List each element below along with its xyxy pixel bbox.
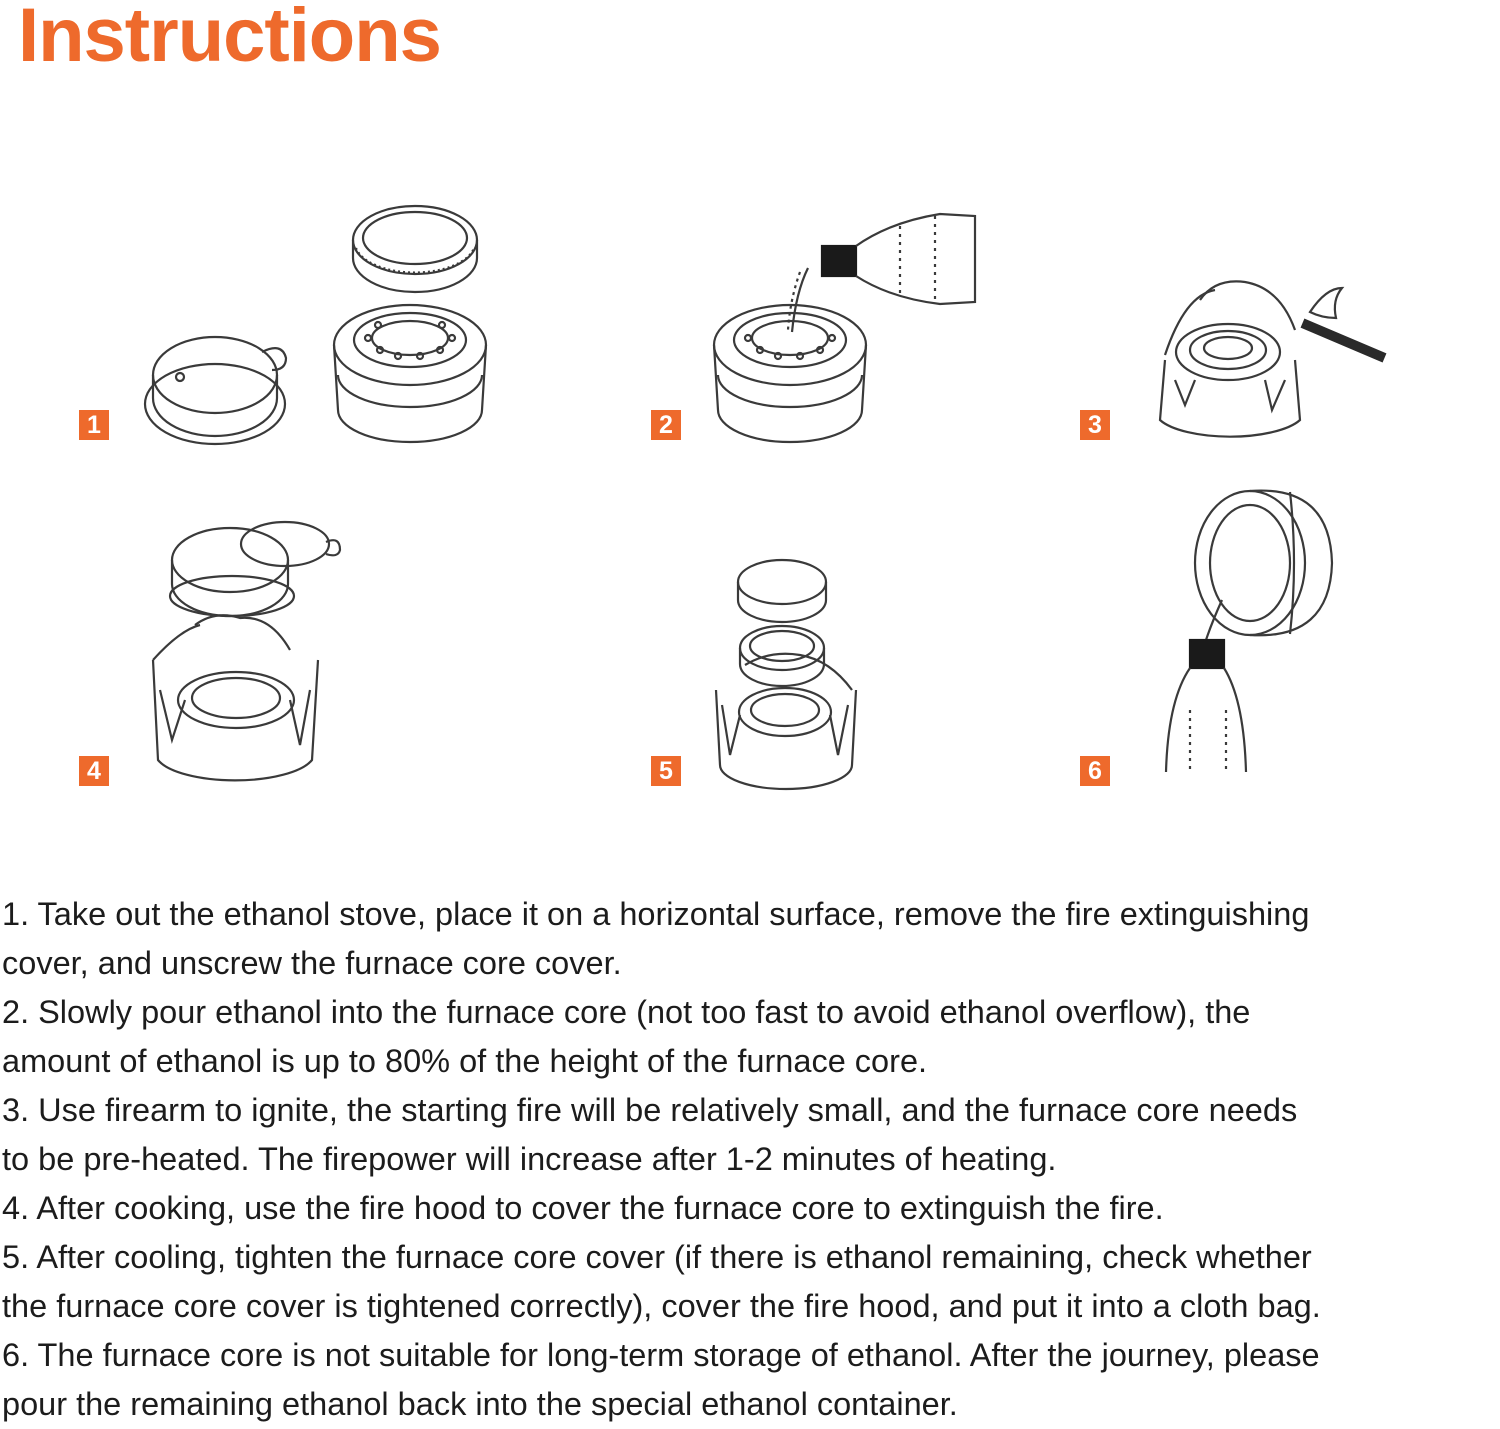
instruction-line: 1. Take out the ethanol stove, place it on a horizontal surface, remove the fire extinguishing (2, 896, 1310, 932)
instruction-line: to be pre-heated. The firepower will increase after 1-2 minutes of heating. (2, 1141, 1057, 1177)
step-badge-6: 6 (1080, 756, 1110, 786)
step-badge-5: 5 (651, 756, 681, 786)
instruction-line: 4. After cooking, use the fire hood to cover the furnace core to extinguish the fire. (2, 1190, 1164, 1226)
pour-back-icon (1166, 491, 1332, 772)
ignite-stove-icon (1160, 281, 1385, 436)
step-badge-4: 4 (79, 756, 109, 786)
instruction-line: the furnace core cover is tightened correctly), cover the fire hood, and put it into a cloth bag. (2, 1288, 1321, 1324)
step-badge-2: 2 (651, 410, 681, 440)
instruction-line: cover, and unscrew the furnace core cover. (2, 945, 622, 981)
step-badge-3: 3 (1080, 410, 1110, 440)
page-title: Instructions (18, 0, 441, 78)
illustrations-panel (0, 160, 1500, 860)
instruction-line: pour the remaining ethanol back into the special ethanol container. (2, 1386, 958, 1422)
instruction-line: 2. Slowly pour ethanol into the furnace core (not too fast to avoid ethanol overflow), the (2, 994, 1251, 1030)
step-badge-1: 1 (79, 410, 109, 440)
instruction-line: 5. After cooling, tighten the furnace core cover (if there is ethanol remaining, check whether (2, 1239, 1312, 1275)
instruction-line: 3. Use firearm to ignite, the starting fire will be relatively small, and the furnace core needs (2, 1092, 1298, 1128)
extinguish-cover-icon (153, 522, 340, 780)
instruction-line: amount of ethanol is up to 80% of the height of the furnace core. (2, 1043, 928, 1079)
pour-ethanol-icon (714, 214, 975, 442)
instructions-list (2, 890, 1500, 1429)
instruction-line: 6. The furnace core is not suitable for long-term storage of ethanol. After the journey, please (2, 1337, 1320, 1373)
stack-assembly-icon (716, 560, 856, 789)
stove-with-lids-icon (145, 206, 486, 444)
